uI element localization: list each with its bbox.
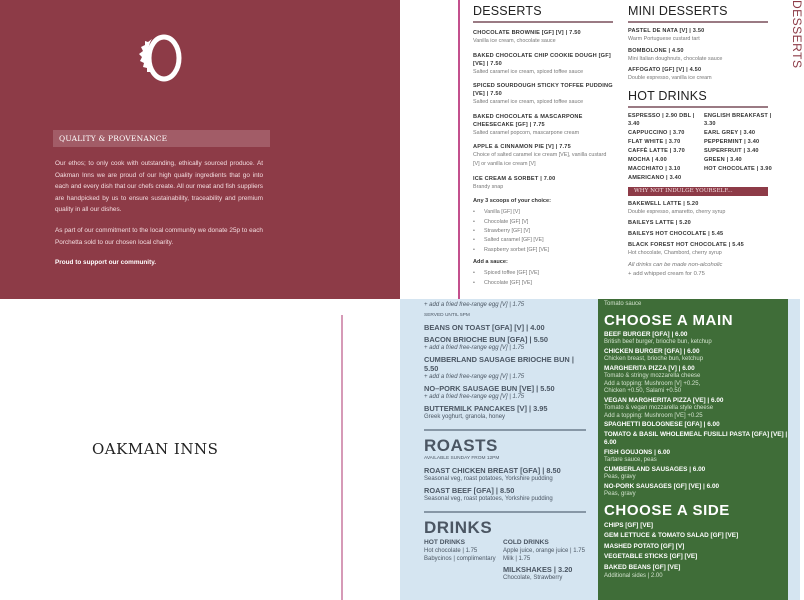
menu-item xyxy=(604,483,788,499)
item-desc: Peas, gravy xyxy=(604,474,636,480)
breakfast-roasts-drinks-column xyxy=(424,301,586,582)
drink-item: GREEN | 3.40 xyxy=(704,156,742,163)
hot-drinks-label: HOT DRINKS xyxy=(424,539,466,546)
additional-sides: Additional sides | 2.00 xyxy=(604,573,663,580)
item-name: NO–PORK SAUSAGE BUN [VE] | 5.50 xyxy=(424,384,555,393)
item-desc: Chicken breast, brioche bun, ketchup xyxy=(604,356,704,362)
section-divider xyxy=(424,511,586,513)
item-name: ROAST CHICKEN BREAST [GFA] | 8.50 xyxy=(424,466,561,475)
side-item: CHIPS [GF] [VE] xyxy=(604,521,653,529)
mini-desserts-section xyxy=(628,4,772,280)
drink-line: Apple juice, orange juice | 1.75 xyxy=(503,548,585,554)
menu-item xyxy=(473,143,613,168)
egg-addon: + add a fried free-range egg [V] | 1.75 xyxy=(424,374,525,380)
menu-item xyxy=(424,404,586,421)
item-name: CUMBERLAND SAUSAGES | 6.00 xyxy=(604,465,706,473)
item-name: TOMATO & BASIL WHOLEMEAL FUSILLI PASTA [GFA] [VE] | 6.00 xyxy=(604,430,788,447)
item-name: BAILEYS LATTE | 5.20 xyxy=(628,220,691,227)
option-item: • Raspberry sorbet [GF] [VE] xyxy=(473,246,613,255)
item-desc: Double espresso, vanilla ice cream xyxy=(628,75,712,82)
mini-desserts-heading: MINI DESSERTS xyxy=(628,4,768,23)
item-desc: Add a topping: Mushroom [V] +0.25, xyxy=(604,380,701,387)
tomato-sauce-desc: Tomato sauce xyxy=(604,301,642,307)
whipped-cream-note: + add whipped cream for 0.75 xyxy=(628,271,705,278)
drink-line: Babycinos | complimentary xyxy=(424,556,496,562)
provenance-panel xyxy=(0,0,400,299)
provenance-text xyxy=(55,158,263,278)
item-desc: Seasonal veg, roast potatoes, Yorkshire pudding xyxy=(424,476,553,482)
item-name: SPICED SOURDOUGH STICKY TOFFEE PUDDING [VE] | 7.50 xyxy=(473,83,613,98)
drink-item: CAFFÈ LATTE | 3.70 xyxy=(628,147,685,154)
drink-item: MOCHA | 4.00 xyxy=(628,156,667,163)
item-desc: Vanilla ice cream, chocolate sauce xyxy=(473,38,556,44)
item-name: BUTTERMILK PANCAKES [V] | 3.95 xyxy=(424,404,548,413)
item-desc: Chicken +0.50, Salami +0.50 xyxy=(604,388,682,395)
side-item: BAKED BEANS [GF] [VE] xyxy=(604,563,681,571)
drink-line: Milk | 1.75 xyxy=(503,556,531,562)
desserts-heading: DESSERTS xyxy=(473,4,613,23)
menu-item xyxy=(424,384,586,401)
desserts-side-label: DESSERTS xyxy=(790,0,804,69)
menu-item xyxy=(604,397,788,421)
item-name: SPAGHETTI BOLOGNESE [GFA] | 6.00 xyxy=(604,421,720,429)
drink-item: CAPPUCCINO | 3.70 xyxy=(628,129,685,136)
drink-item: ENGLISH BREAKFAST | 3.30 xyxy=(704,112,772,127)
option-item: • Chocolate [GF] [VE] xyxy=(473,279,613,288)
menu-item xyxy=(628,230,768,238)
menu-item xyxy=(424,355,586,381)
option-item: • Chocolate [GF] [V] xyxy=(473,218,613,227)
drinks-heading: DRINKS xyxy=(424,518,493,537)
menu-item xyxy=(424,335,586,352)
scoops-label: Any 3 scoops of your choice: xyxy=(473,198,552,205)
menu-item xyxy=(424,466,586,483)
indulge-banner: WHY NOT INDULGE YOURSELF... xyxy=(628,187,768,196)
menu-item xyxy=(604,431,788,448)
menu-item xyxy=(604,331,788,347)
community-tagline: Proud to support our community. xyxy=(55,259,157,267)
item-desc: Add a topping: Mushroom [VE] +0.25 xyxy=(604,412,703,419)
milkshakes-desc: Chocolate, Strawberry xyxy=(503,575,563,581)
roasts-availability: AVAILABLE SUNDAY FROM 12PM xyxy=(424,456,500,461)
divider-rule xyxy=(458,0,460,299)
item-name: CHOCOLATE BROWNIE [GF] [V] | 7.50 xyxy=(473,30,581,36)
item-name: AFFOGATO [GF] [V] | 4.50 xyxy=(628,67,702,74)
hot-drinks-heading: HOT DRINKS xyxy=(628,89,768,108)
drink-item: AMERICANO | 3.40 xyxy=(628,174,682,181)
charity-paragraph: As part of our commitment to the local community we donate 25p to each Porchetta sold to our chosen local charity. xyxy=(55,226,263,246)
divider-rule xyxy=(341,315,343,600)
item-desc: Brandy snap xyxy=(473,183,504,190)
egg-addon: + add a fried free-range egg [V] | 1.75 xyxy=(424,345,525,351)
item-name: VEGAN MARGHERITA PIZZA [VE] | 6.00 xyxy=(604,396,724,404)
menu-item xyxy=(604,365,788,396)
item-name: MARGHERITA PIZZA [V] | 6.00 xyxy=(604,364,695,372)
item-name: APPLE & CINNAMON PIE [V] | 7.75 xyxy=(473,144,571,151)
item-name: ICE CREAM & SORBET | 7.00 xyxy=(473,175,556,182)
item-name: BACON BRIOCHE BUN [GFA] | 5.50 xyxy=(424,335,549,344)
menu-item xyxy=(473,175,613,192)
item-desc: Salted caramel ice cream, spiced toffee sauce xyxy=(473,99,584,106)
menu-item xyxy=(604,466,788,482)
menu-item xyxy=(473,82,613,107)
side-item: MASHED POTATO [GF] [V] xyxy=(604,542,685,550)
egg-addon: + add a fried free-range egg [V] | 1.75 xyxy=(424,394,525,400)
item-desc: Tomato & vegan mozzarella style cheese xyxy=(604,405,714,412)
menu-item xyxy=(473,113,613,138)
desserts-page xyxy=(400,0,804,299)
option-item: • Strawberry [GF] [V] xyxy=(473,227,613,236)
brand-panel xyxy=(0,299,400,600)
menu-item xyxy=(604,449,788,465)
drink-item: FLAT WHITE | 3.70 xyxy=(628,138,681,145)
drink-item: HOT CHOCOLATE | 3.90 xyxy=(704,165,772,172)
menu-item xyxy=(628,66,768,83)
menu-item xyxy=(473,52,613,77)
choose-side-heading: CHOOSE A SIDE xyxy=(604,501,730,519)
quality-heading: QUALITY & PROVENANCE xyxy=(53,130,270,147)
item-name: BEANS ON TOAST [GFA] [V] | 4.00 xyxy=(424,323,545,332)
side-item: VEGETABLE STICKS [GF] [VE] xyxy=(604,553,698,561)
item-name: BEEF BURGER [GFA] | 6.00 xyxy=(604,330,688,338)
item-desc: Choice of salted caramel ice cream [VE], vanilla custard [V] or vanilla ice cream [V] xyxy=(473,152,607,167)
egg-addon: + add a fried free-range egg [V] | 1.75 xyxy=(424,302,525,308)
option-item: • Vanilla [GF] [V] xyxy=(473,208,613,217)
milkshakes-item: MILKSHAKES | 3.20 xyxy=(503,565,573,574)
menu-item xyxy=(473,29,613,46)
item-name: CHICKEN BURGER [GFA] | 6.00 xyxy=(604,347,700,355)
choose-main-heading: CHOOSE A MAIN xyxy=(604,311,734,329)
item-name: BOMBOLONE | 4.50 xyxy=(628,47,684,54)
item-name: CUMBERLAND SAUSAGE BRIOCHE BUN | 5.50 xyxy=(424,355,574,373)
menu-item xyxy=(628,200,768,217)
item-desc: Peas, gravy xyxy=(604,491,636,497)
menu-item xyxy=(628,219,768,227)
served-until-label: SERVED UNTIL 5PM xyxy=(424,313,470,318)
desserts-section xyxy=(473,4,613,288)
item-name: ROAST BEEF [GFA] | 8.50 xyxy=(424,486,515,495)
option-item: • Salted caramel [GF] [VE] xyxy=(473,236,613,245)
item-name: BAILEYS HOT CHOCOLATE | 5.45 xyxy=(628,231,724,238)
item-desc: British beef burger, brioche bun, ketchup xyxy=(604,339,712,345)
item-desc: Tomato & stringy mozzarella cheese xyxy=(604,373,701,379)
side-item: GEM LETTUCE & TOMATO SALAD [GF] [VE] xyxy=(604,532,739,540)
drink-line: Hot chocolate | 1.75 xyxy=(424,548,478,554)
item-desc: Mini Italian doughnuts, chocolate sauce xyxy=(628,55,723,62)
drink-item: EARL GREY | 3.40 xyxy=(704,129,756,136)
item-name: BAKED CHOCOLATE & MASCARPONE CHEESECAKE [GF] | 7.75 xyxy=(473,113,583,128)
oakman-logo-icon xyxy=(134,33,188,83)
item-desc: Hot chocolate, Chambord, cherry syrup xyxy=(628,250,722,257)
item-desc: Tartare sauce, peas xyxy=(604,457,657,463)
menu-item xyxy=(604,348,788,364)
option-item: • Spiced toffee [GF] [VE] xyxy=(473,269,613,278)
cold-drinks-label: COLD DRINKS xyxy=(503,539,549,546)
non-alcoholic-note: All drinks can be made non-alcoholic xyxy=(628,261,723,268)
item-desc: Greek yoghurt, granola, honey xyxy=(424,414,506,420)
item-name: BLACK FOREST HOT CHOCOLATE | 5.45 xyxy=(628,242,744,249)
item-name: FISH GOUJONS | 6.00 xyxy=(604,448,671,456)
menu-item xyxy=(424,323,586,332)
menu-item xyxy=(628,27,768,44)
brand-logo: OAKMAN INNS xyxy=(92,440,219,458)
item-name: BAKED CHOCOLATE CHIP COOKIE DOUGH [GF] [VE] | 7.50 xyxy=(473,52,611,67)
menu-item xyxy=(424,486,586,503)
mains-sides-column xyxy=(598,299,788,600)
kids-menu-page xyxy=(400,299,800,600)
sauce-label: Add a sauce: xyxy=(473,259,508,266)
section-divider xyxy=(424,429,586,431)
drink-item: MACCHIATO | 3.10 xyxy=(628,165,681,172)
item-desc: Salted caramel popcorn, mascarpone cream xyxy=(473,129,580,136)
menu-item xyxy=(628,241,768,258)
ethos-paragraph: Our ethos; to only cook with outstanding, ethically sourced produce. At Oakman Inns we are proud of our high quality ingredients that go into each and every dish that our chefs create. All our meat and fish suppliers are handpicked by us to ensure sustainability, traceability and premium quality in all our dishes. xyxy=(55,160,263,214)
drink-item: ESPRESSO | 2.90 DBL | 3.40 xyxy=(628,112,695,127)
item-desc: Seasonal veg, roast potatoes, Yorkshire pudding xyxy=(424,496,553,502)
item-desc: Warm Portuguese custard tart xyxy=(628,36,700,42)
item-desc: Salted caramel ice cream, spiced toffee sauce xyxy=(473,68,584,75)
menu-item xyxy=(628,47,768,64)
drink-item: SUPERFRUIT | 3.40 xyxy=(704,147,759,154)
item-name: PASTEL DE NATA [V] | 3.50 xyxy=(628,28,705,34)
item-name: NO-PORK SAUSAGES [GF] [VE] | 6.00 xyxy=(604,482,720,490)
drink-item: PEPPERMINT | 3.40 xyxy=(704,138,760,145)
item-desc: Double espresso, amaretto, cherry syrup xyxy=(628,208,726,215)
item-name: BAKEWELL LATTE | 5.20 xyxy=(628,200,699,207)
roasts-heading: ROASTS xyxy=(424,436,498,455)
menu-item xyxy=(604,421,788,429)
